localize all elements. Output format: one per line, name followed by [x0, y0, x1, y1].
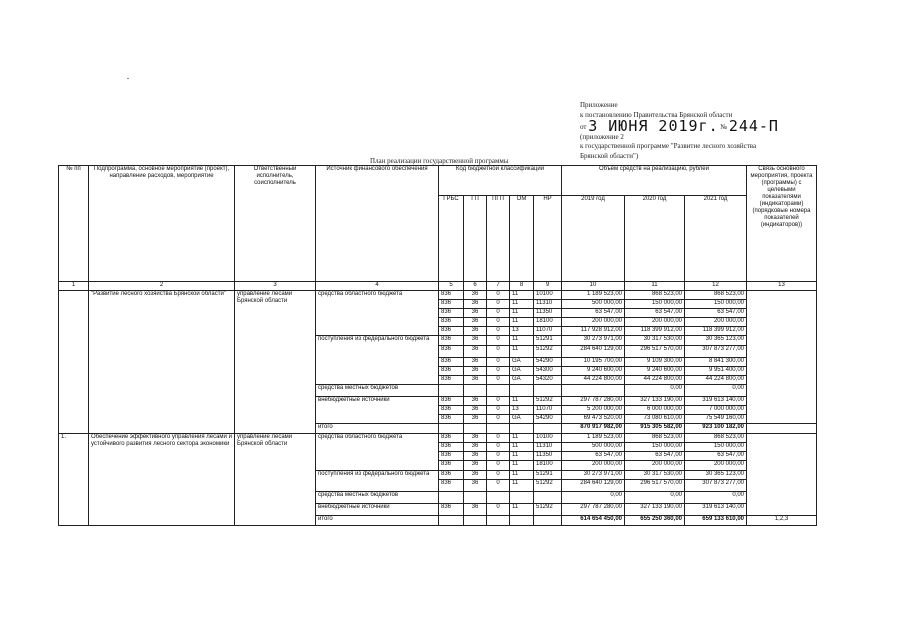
- budget-code-cell: 36: [464, 479, 487, 491]
- budget-code-cell: 836: [439, 503, 464, 515]
- budget-code-cell: 51291: [534, 336, 562, 345]
- budget-code-cell: [534, 384, 562, 396]
- amount-cell: 30 365 123,00: [685, 336, 747, 345]
- budget-code-cell: 36: [464, 375, 487, 384]
- section-2-responsible: управление лесами Брянской области: [235, 434, 316, 525]
- header-nr: НР: [534, 196, 562, 282]
- budget-code-cell: 836: [439, 309, 464, 318]
- budget-code-cell: 11: [510, 345, 534, 357]
- column-number: 10: [562, 282, 625, 291]
- amount-cell: 75 549 160,00: [685, 415, 747, 424]
- source-label: поступления из федерального бюджета: [316, 336, 439, 384]
- annex-line-4: (приложение 2: [580, 132, 624, 141]
- budget-code-cell: 0: [487, 415, 510, 424]
- amount-cell: 327 133 190,00: [625, 503, 685, 515]
- budget-code-cell: 10100: [534, 291, 562, 300]
- amount-cell: 10 195 700,00: [562, 357, 625, 366]
- budget-code-cell: 0: [487, 366, 510, 375]
- budget-code-cell: 11: [510, 470, 534, 479]
- amount-cell: 868 523,00: [625, 434, 685, 443]
- amount-cell: 0,00: [562, 491, 625, 503]
- total-2021: 923 100 182,00: [685, 424, 747, 434]
- budget-code-cell: 54320: [534, 375, 562, 384]
- section-1-num: [59, 291, 89, 434]
- budget-code-cell: 18100: [534, 461, 562, 470]
- header-year-2021: 2021 год: [685, 196, 747, 282]
- budget-code-cell: 0: [487, 300, 510, 309]
- budget-code-cell: 836: [439, 461, 464, 470]
- budget-code-cell: 36: [464, 336, 487, 345]
- budget-code-cell: 836: [439, 318, 464, 327]
- source-label: средства областного бюджета: [316, 434, 439, 470]
- amount-cell: 30 317 530,00: [625, 470, 685, 479]
- budget-code-cell: [534, 424, 562, 434]
- amount-cell: 200 000,00: [625, 461, 685, 470]
- budget-code-cell: 836: [439, 405, 464, 414]
- table-row: [59, 434, 817, 443]
- amount-cell: 1 189 523,00: [562, 434, 625, 443]
- amount-cell: 0,00: [625, 491, 685, 503]
- budget-code-cell: [439, 491, 464, 503]
- annex-line-2: к постановлению Правительства Брянской области: [580, 110, 733, 119]
- budget-code-cell: 0: [487, 405, 510, 414]
- amount-cell: 500 000,00: [562, 300, 625, 309]
- amount-cell: 30 365 123,00: [685, 470, 747, 479]
- amount-cell: 8 841 300,00: [685, 357, 747, 366]
- amount-cell: 30 273 971,00: [562, 470, 625, 479]
- budget-code-cell: 36: [464, 405, 487, 414]
- amount-cell: 200 000,00: [685, 461, 747, 470]
- header-grbs: ГРБС: [439, 196, 464, 282]
- amount-cell: 150 000,00: [625, 443, 685, 452]
- amount-cell: 297 787 280,00: [562, 503, 625, 515]
- annex-number-prefix: №: [720, 123, 728, 131]
- budget-code-cell: 11: [510, 503, 534, 515]
- budget-code-cell: 0: [487, 452, 510, 461]
- header-num: № пп: [59, 166, 89, 282]
- amount-cell: 117 928 912,00: [562, 327, 625, 336]
- budget-code-cell: 11: [510, 452, 534, 461]
- source-label: средства местных бюджетов: [316, 384, 439, 396]
- budget-code-cell: 0: [487, 396, 510, 405]
- amount-cell: 868 523,00: [685, 291, 747, 300]
- budget-code-cell: 51292: [534, 396, 562, 405]
- amount-cell: 200 000,00: [562, 461, 625, 470]
- annex-line-5: к государственной программе "Развитие лесного хозяйства: [580, 142, 757, 150]
- budget-code-cell: 836: [439, 357, 464, 366]
- column-number: 1: [59, 282, 89, 291]
- budget-code-cell: 0: [487, 375, 510, 384]
- budget-code-cell: 11: [510, 336, 534, 345]
- amount-cell: 0,00: [625, 384, 685, 396]
- amount-cell: 73 080 610,00: [625, 415, 685, 424]
- budget-code-cell: 836: [439, 327, 464, 336]
- amount-cell: 63 547,00: [562, 452, 625, 461]
- budget-code-cell: 11350: [534, 452, 562, 461]
- source-label: внебюджетные источники: [316, 396, 439, 423]
- budget-code-cell: 11: [510, 396, 534, 405]
- budget-code-cell: 36: [464, 357, 487, 366]
- amount-cell: 6 000 000,00: [625, 405, 685, 414]
- budget-code-cell: 36: [464, 291, 487, 300]
- total-2021: 659 133 610,00: [685, 515, 747, 525]
- annex-header: [580, 101, 880, 161]
- column-number: 2: [89, 282, 235, 291]
- budget-code-cell: [464, 384, 487, 396]
- budget-code-cell: 0: [487, 336, 510, 345]
- budget-code-cell: [439, 424, 464, 434]
- amount-cell: 30 317 530,00: [625, 336, 685, 345]
- budget-code-cell: 11070: [534, 405, 562, 414]
- budget-code-cell: 11310: [534, 443, 562, 452]
- budget-code-cell: GA: [510, 375, 534, 384]
- section-2-name: Обеспечение эффективного управления лесами и устойчивого развития лесного сектора экономики: [89, 434, 235, 525]
- amount-cell: 9 109 300,00: [625, 357, 685, 366]
- header-source: Источник финансового обеспечения: [316, 166, 439, 282]
- handwritten-number: 244-П: [728, 117, 779, 135]
- budget-code-cell: 11: [510, 318, 534, 327]
- budget-code-cell: 51292: [534, 345, 562, 357]
- amount-cell: 44 224 800,00: [562, 375, 625, 384]
- section-2-num: 1.: [59, 434, 89, 525]
- handwritten-date: 3 ИЮНЯ 2019г.: [588, 117, 719, 135]
- budget-code-cell: 11: [510, 309, 534, 318]
- annex-line-1: Приложение: [580, 101, 618, 109]
- section-2-link-top: [747, 434, 817, 515]
- budget-code-cell: 836: [439, 396, 464, 405]
- header-gp: ГП: [464, 196, 487, 282]
- budget-code-cell: 18100: [534, 318, 562, 327]
- budget-code-cell: 836: [439, 375, 464, 384]
- amount-cell: 69 473 520,00: [562, 415, 625, 424]
- annex-line-6: Брянской области"): [580, 151, 639, 160]
- total-2020: 655 250 360,00: [625, 515, 685, 525]
- column-number: 13: [747, 282, 817, 291]
- amount-cell: 118 399 912,00: [625, 327, 685, 336]
- budget-code-cell: 0: [487, 318, 510, 327]
- header-pgp: ПГП: [487, 196, 510, 282]
- budget-code-cell: [487, 384, 510, 396]
- budget-code-cell: 13: [510, 327, 534, 336]
- amount-cell: 63 547,00: [625, 309, 685, 318]
- amount-cell: 200 000,00: [685, 318, 747, 327]
- budget-code-cell: 36: [464, 461, 487, 470]
- budget-code-cell: 11070: [534, 327, 562, 336]
- budget-code-cell: 36: [464, 345, 487, 357]
- header-responsible: Ответственный исполнитель, соисполнитель: [235, 166, 316, 282]
- budget-code-cell: 51292: [534, 503, 562, 515]
- column-number: 12: [685, 282, 747, 291]
- total-2020: 915 305 582,00: [625, 424, 685, 434]
- amount-cell: 44 224 800,00: [625, 375, 685, 384]
- section-1-responsible: управление лесами Брянской области: [235, 291, 316, 434]
- budget-code-cell: [487, 424, 510, 434]
- budget-code-cell: 836: [439, 415, 464, 424]
- annex-line-3: [580, 117, 880, 135]
- amount-cell: 63 547,00: [685, 452, 747, 461]
- amount-cell: 868 523,00: [625, 291, 685, 300]
- budget-code-cell: 54290: [534, 415, 562, 424]
- amount-cell: 63 547,00: [685, 309, 747, 318]
- amount-cell: 63 547,00: [625, 452, 685, 461]
- amount-cell: 9 240 600,00: [562, 366, 625, 375]
- budget-code-cell: 0: [487, 461, 510, 470]
- amount-cell: 319 613 140,00: [685, 503, 747, 515]
- amount-cell: 5 200 000,00: [562, 405, 625, 414]
- total-label: итого: [316, 515, 439, 525]
- column-number: 3: [235, 282, 316, 291]
- budget-code-cell: 54300: [534, 366, 562, 375]
- budget-code-cell: [487, 515, 510, 525]
- amount-cell: 868 523,00: [685, 434, 747, 443]
- column-number: 11: [625, 282, 685, 291]
- budget-code-cell: 0: [487, 434, 510, 443]
- budget-code-cell: 836: [439, 434, 464, 443]
- amount-cell: 150 000,00: [625, 300, 685, 309]
- budget-code-cell: [464, 515, 487, 525]
- header-link: Связь основного мероприятия, проекта (программы) с целевыми показателями (индикаторами) (порядковые номера показателей (индикаторов)): [747, 166, 817, 282]
- budget-code-cell: 36: [464, 309, 487, 318]
- amount-cell: 500 000,00: [562, 443, 625, 452]
- budget-code-cell: [510, 424, 534, 434]
- budget-code-cell: 0: [487, 309, 510, 318]
- budget-code-cell: [439, 384, 464, 396]
- budget-code-cell: 36: [464, 327, 487, 336]
- budget-code-cell: GA: [510, 415, 534, 424]
- section-1-link: [747, 424, 817, 434]
- budget-code-cell: 36: [464, 300, 487, 309]
- budget-code-cell: [510, 491, 534, 503]
- budget-code-cell: 10100: [534, 434, 562, 443]
- column-number: 5: [439, 282, 464, 291]
- budget-code-cell: 836: [439, 452, 464, 461]
- amount-cell: 63 547,00: [562, 309, 625, 318]
- amount-cell: 296 517 570,00: [625, 479, 685, 491]
- header-year-2020: 2020 год: [625, 196, 685, 282]
- section-1-name: "Развитие лесного хозяйства Брянской области": [89, 291, 235, 434]
- column-number: 6: [464, 282, 487, 291]
- amount-cell: 307 873 277,00: [685, 479, 747, 491]
- amount-cell: 44 224 800,00: [685, 375, 747, 384]
- column-number-row: [59, 282, 817, 291]
- amount-cell: [562, 384, 625, 396]
- budget-code-cell: [464, 491, 487, 503]
- amount-cell: 297 787 280,00: [562, 396, 625, 405]
- budget-code-cell: 836: [439, 345, 464, 357]
- budget-code-cell: 36: [464, 366, 487, 375]
- budget-code-cell: [464, 424, 487, 434]
- budget-code-cell: 51291: [534, 470, 562, 479]
- column-number: 9: [534, 282, 562, 291]
- budget-code-cell: 51292: [534, 479, 562, 491]
- header-volume: Объём средств на реализацию, рублей: [562, 166, 747, 196]
- budget-code-cell: 836: [439, 291, 464, 300]
- budget-code-cell: 11350: [534, 309, 562, 318]
- budget-code-cell: 54290: [534, 357, 562, 366]
- amount-cell: 200 000,00: [625, 318, 685, 327]
- amount-cell: 200 000,00: [562, 318, 625, 327]
- section-2-link: 1,2,3: [747, 515, 817, 525]
- scan-speck: [127, 78, 129, 79]
- budget-code-cell: [439, 515, 464, 525]
- annex-from-prefix: от: [580, 123, 587, 131]
- amount-cell: 9 240 600,00: [625, 366, 685, 375]
- amount-cell: 296 517 570,00: [625, 345, 685, 357]
- budget-code-cell: 36: [464, 318, 487, 327]
- amount-cell: 1 189 523,00: [562, 291, 625, 300]
- budget-code-cell: 0: [487, 345, 510, 357]
- source-label: поступления из федерального бюджета: [316, 470, 439, 491]
- budget-code-cell: 36: [464, 452, 487, 461]
- budget-code-cell: 0: [487, 291, 510, 300]
- budget-code-cell: 0: [487, 503, 510, 515]
- budget-code-cell: 836: [439, 336, 464, 345]
- total-2019: 870 917 982,00: [562, 424, 625, 434]
- budget-code-cell: 11: [510, 479, 534, 491]
- budget-code-cell: 11: [510, 291, 534, 300]
- budget-code-cell: 13: [510, 405, 534, 414]
- budget-code-cell: 11: [510, 461, 534, 470]
- amount-cell: 150 000,00: [685, 300, 747, 309]
- header-subprogram: Подпрограмма, основное мероприятие (проект), направление расходов, мероприятие: [89, 166, 235, 282]
- budget-code-cell: 0: [487, 357, 510, 366]
- budget-code-cell: 11: [510, 443, 534, 452]
- amount-cell: 284 640 129,00: [562, 479, 625, 491]
- budget-code-cell: 36: [464, 396, 487, 405]
- total-label: итого: [316, 424, 439, 434]
- plan-table: [58, 165, 817, 526]
- amount-cell: 0,00: [685, 491, 747, 503]
- budget-code-cell: 36: [464, 415, 487, 424]
- budget-code-cell: GA: [510, 357, 534, 366]
- budget-code-cell: 0: [487, 443, 510, 452]
- budget-code-cell: 11: [510, 300, 534, 309]
- total-2019: 614 654 450,00: [562, 515, 625, 525]
- budget-code-cell: 36: [464, 443, 487, 452]
- header-year-2019: 2019 год: [562, 196, 625, 282]
- source-label: внебюджетные источники: [316, 503, 439, 515]
- budget-code-cell: 836: [439, 366, 464, 375]
- budget-code-cell: 0: [487, 479, 510, 491]
- budget-code-cell: 836: [439, 470, 464, 479]
- budget-code-cell: 836: [439, 443, 464, 452]
- header-om: ОМ: [510, 196, 534, 282]
- budget-code-cell: 0: [487, 327, 510, 336]
- budget-code-cell: 11: [510, 434, 534, 443]
- amount-cell: 319 613 140,00: [685, 396, 747, 405]
- budget-code-cell: [534, 491, 562, 503]
- table-row: [59, 291, 817, 300]
- budget-code-cell: [510, 384, 534, 396]
- amount-cell: 9 951 400,00: [685, 366, 747, 375]
- budget-code-cell: 836: [439, 300, 464, 309]
- budget-code-cell: 0: [487, 470, 510, 479]
- source-label: средства местных бюджетов: [316, 491, 439, 503]
- section-1-link-top: [747, 291, 817, 424]
- amount-cell: 327 133 190,00: [625, 396, 685, 405]
- budget-code-cell: 836: [439, 479, 464, 491]
- column-number: 8: [510, 282, 534, 291]
- budget-code-cell: 36: [464, 470, 487, 479]
- budget-code-cell: [487, 491, 510, 503]
- plan-title: План реализации государственной программы: [370, 157, 509, 165]
- amount-cell: 284 640 129,00: [562, 345, 625, 357]
- budget-code-cell: [534, 515, 562, 525]
- amount-cell: 150 000,00: [685, 443, 747, 452]
- amount-cell: 0,00: [685, 384, 747, 396]
- budget-code-cell: 36: [464, 434, 487, 443]
- amount-cell: 7 000 000,00: [685, 405, 747, 414]
- budget-code-cell: GA: [510, 366, 534, 375]
- amount-cell: 307 873 277,00: [685, 345, 747, 357]
- column-number: 7: [487, 282, 510, 291]
- amount-cell: 30 273 971,00: [562, 336, 625, 345]
- budget-code-cell: 11310: [534, 300, 562, 309]
- budget-code-cell: 36: [464, 503, 487, 515]
- budget-code-cell: [510, 515, 534, 525]
- header-budget-code: Код бюджетной классификации: [439, 166, 562, 196]
- source-label: средства областного бюджета: [316, 291, 439, 336]
- column-number: 4: [316, 282, 439, 291]
- amount-cell: 118 399 912,00: [685, 327, 747, 336]
